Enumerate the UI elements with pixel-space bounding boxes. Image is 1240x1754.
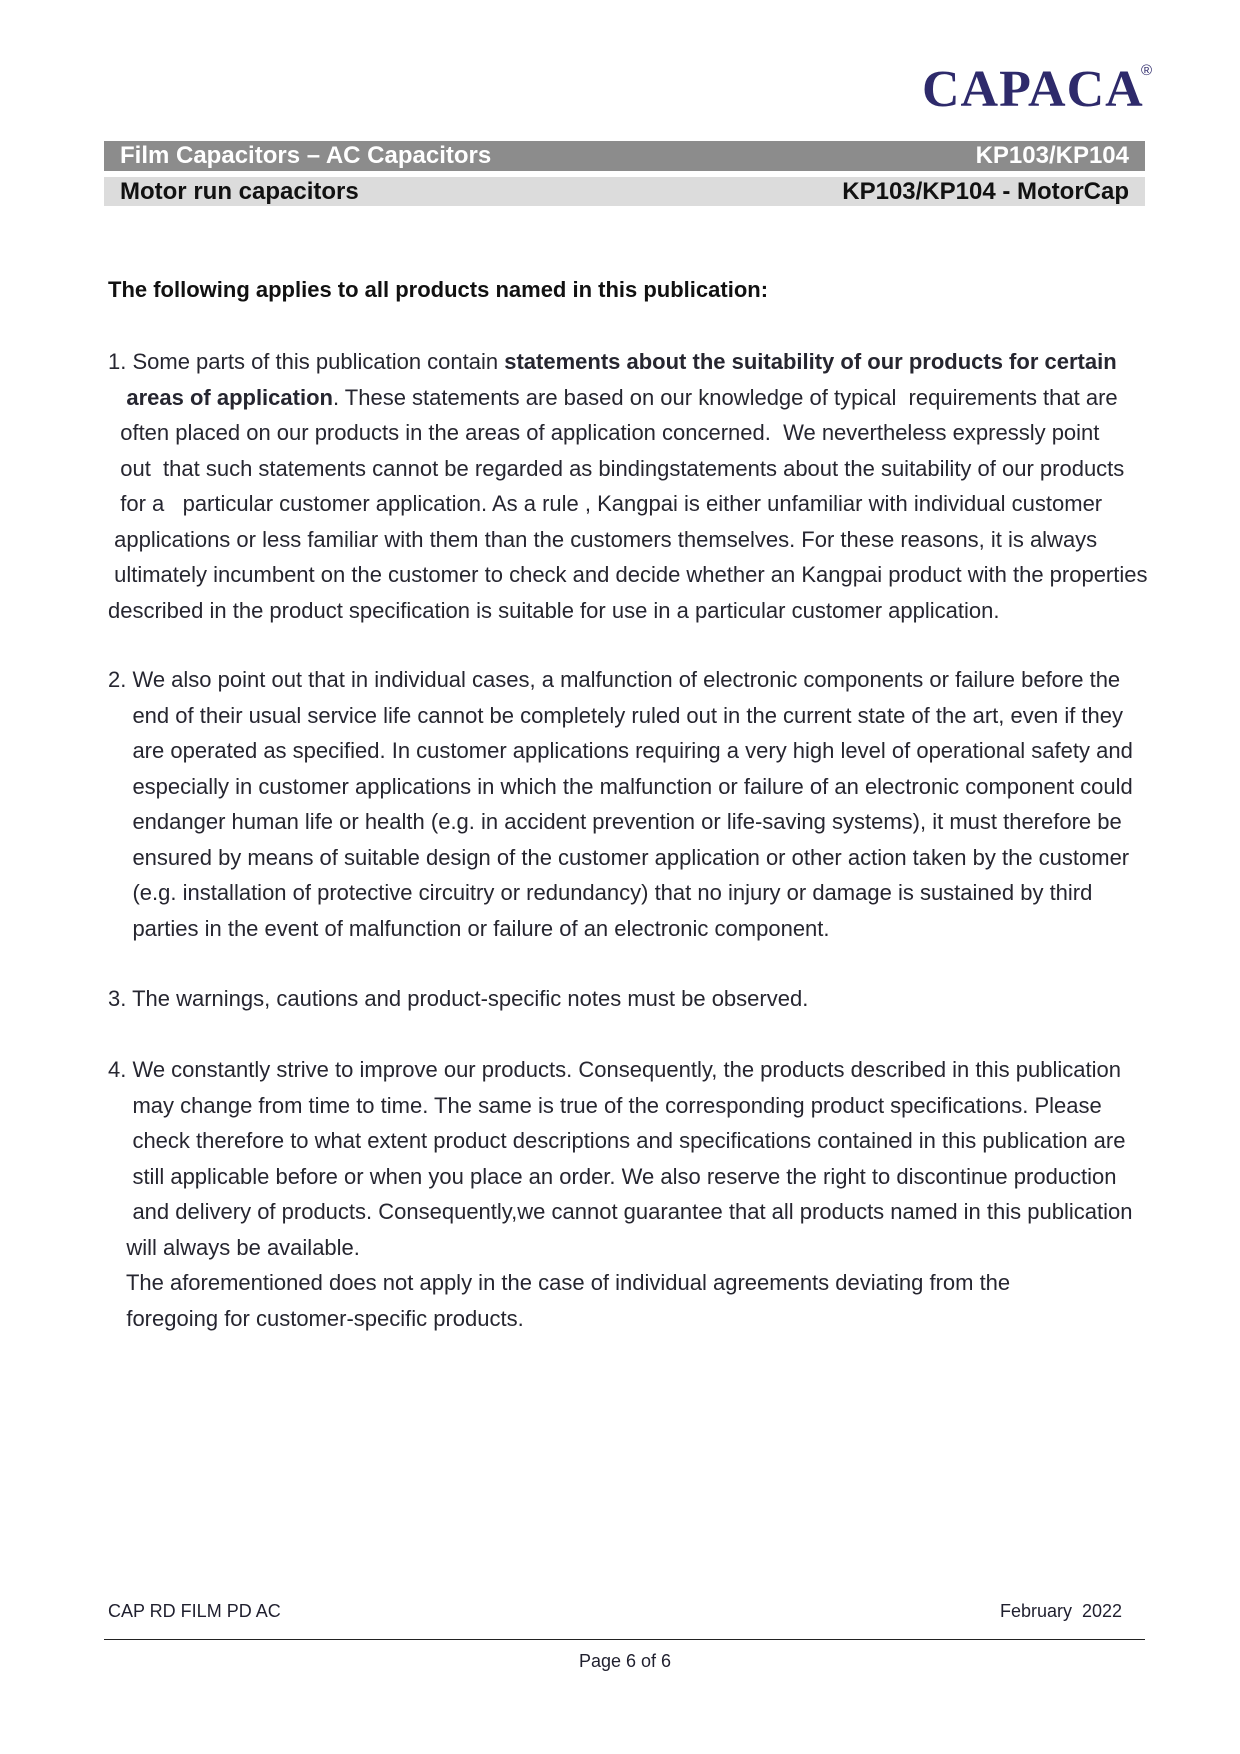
page-heading: The following applies to all products named in this publication:: [108, 277, 769, 302]
section-2: [108, 662, 1208, 946]
header-category: Film Capacitors – AC Capacitors: [120, 142, 492, 169]
section-2-line-7: (e.g. installation of protective circuitry or redundancy) that no injury or damage is sustained by third: [108, 880, 1093, 905]
header-product: KP103/KP104 - MotorCap: [842, 177, 1129, 205]
section-2-line-5: endanger human life or health (e.g. in accident prevention or life-saving systems), it must therefore be: [108, 809, 1122, 834]
section-4-line-5: and delivery of products. Consequently,we cannot guarantee that all products named in this publication: [108, 1199, 1133, 1224]
header-subcategory-bar: [104, 177, 1145, 206]
section-1-line-8: described in the product specification is suitable for use in a particular customer application.: [108, 597, 1000, 623]
registered-mark: ®: [1140, 62, 1152, 79]
header-category-bar: [104, 141, 1145, 171]
section-1-line-5: for a particular customer application. As a rule , Kangpai is either unfamiliar with individual customer: [108, 491, 1103, 516]
footer-doc-code: CAP RD FILM PD AC: [108, 1601, 281, 1621]
footer-divider: [104, 1639, 1145, 1640]
section-3-line-1: 3. The warnings, cautions and product-specific notes must be observed.: [108, 986, 809, 1011]
section-1-line-1: 1. Some parts of this publication contain statements about the suitability of our products for certain: [108, 349, 1117, 374]
section-1-line-3: often placed on our products in the areas of application concerned. We nevertheless expressly point: [108, 420, 1100, 445]
section-1-line-2: areas of application. These statements are based on our knowledge of typical requirements that are: [108, 384, 1118, 410]
section-2-line-4: especially in customer applications in which the malfunction or failure of an electronic component could: [108, 773, 1133, 799]
logo-wordmark: CAPACA: [922, 61, 1144, 118]
section-1-line-7: ultimately incumbent on the customer to check and decide whether an Kangpai product with the properties: [108, 562, 1148, 587]
section-2-line-1: 2. We also point out that in individual cases, a malfunction of electronic components or failure before the: [108, 667, 1121, 692]
section-4-line-4: still applicable before or when you place an order. We also reserve the right to discontinue production: [108, 1163, 1117, 1189]
section-2-line-8: parties in the event of malfunction or failure of an electronic component.: [108, 915, 830, 941]
section-1-line-6: applications or less familiar with them than the customers themselves. For these reasons, it is always: [108, 526, 1098, 552]
section-2-line-2: end of their usual service life cannot be completely ruled out in the current state of the art, even if they: [108, 702, 1124, 728]
section-4-line-6: will always be available.: [108, 1234, 360, 1260]
section-4-line-2: may change from time to time. The same is true of the corresponding product specifications. Please: [108, 1092, 1102, 1118]
section-4: [108, 1052, 1208, 1336]
header-subcategory: Motor run capacitors: [120, 177, 359, 205]
section-1: [108, 344, 1208, 628]
footer-date: February 2022: [1000, 1601, 1123, 1621]
section-4-line-7: The aforementioned does not apply in the case of individual agreements deviating from the: [108, 1270, 1011, 1295]
capaca-logo: [922, 60, 1152, 120]
section-3: [108, 981, 1208, 1017]
section-1-line-4: out that such statements cannot be regarded as bindingstatements about the suitability of our products: [108, 455, 1125, 481]
section-4-line-3: check therefore to what extent product descriptions and specifications contained in this publication are: [108, 1128, 1126, 1153]
page-number: Page 6 of 6: [578, 1651, 672, 1671]
section-4-line-1: 4. We constantly strive to improve our products. Consequently, the products described in this publication: [108, 1057, 1121, 1082]
section-4-line-8: foregoing for customer-specific products.: [108, 1305, 524, 1331]
section-2-line-6: ensured by means of suitable design of the customer application or other action taken by the customer: [108, 844, 1130, 870]
section-2-line-3: are operated as specified. In customer applications requiring a very high level of operational safety and: [108, 738, 1133, 763]
header-series: KP103/KP104: [975, 142, 1129, 169]
